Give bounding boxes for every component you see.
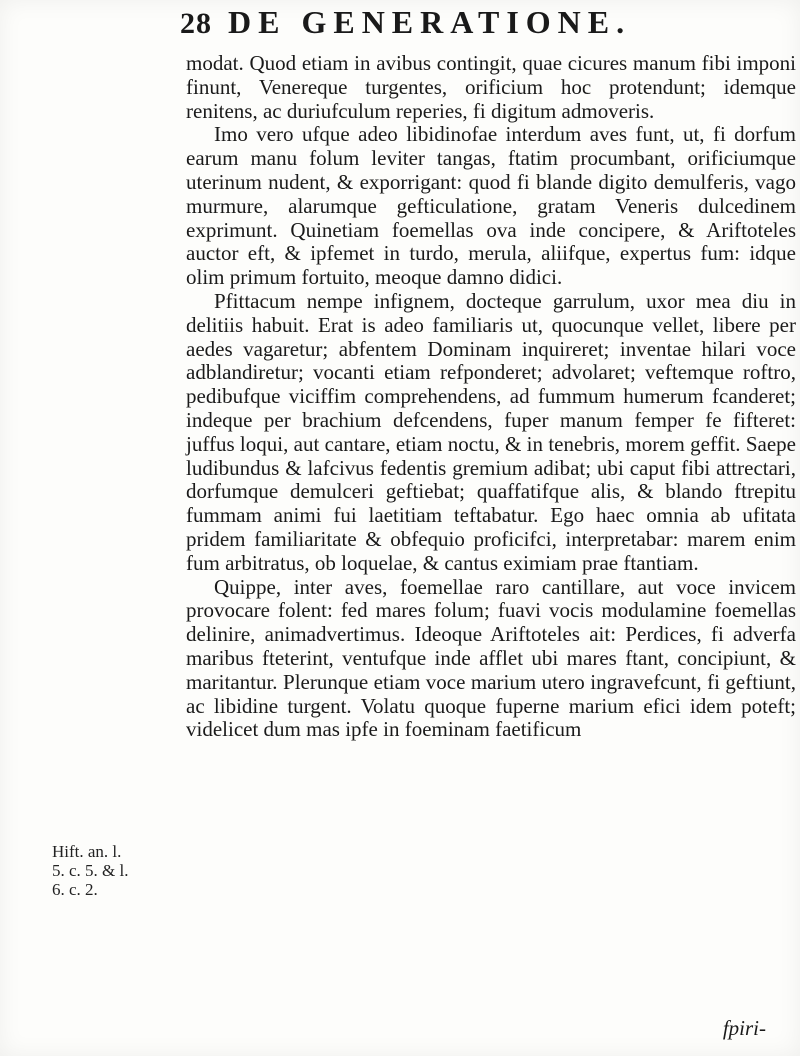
catchword: fpiri- xyxy=(722,1016,766,1040)
main-text xyxy=(186,52,796,742)
paragraph-2: Imo vero ufque adeo libidinofae interdum aves funt, ut, fi dorfum earum manu folum leviter tangas, ftatim procumbant, orificiumque uterinum nudent, & exporrigant: quod fi blande digito demulferis, vago murmure, alarumque gefticulatione, gratam Veneris dulcedinem exprimunt. Quinetiam foemellas ova inde concipere, & Ariftoteles auctor eft, & ipfemet in turdo, merula, aliifque, expertus fum: idque olim primum fortuito, meoque damno didici. xyxy=(186,122,796,290)
paragraph-3: Pfittacum nempe infignem, docteque garrulum, uxor mea diu in delitiis habuit. Erat is adeo familiaris ut, quocunque vellet, libere per aedes vagaretur; abfentem Dominam inquireret; inventae hilari voce adblandiretur; vocanti etiam refponderet; advolaret; veftemque roftro, pedibufque viciffim comprehendens, ad fummum humerum fcanderet; indeque per brachium defcendens, fuper manum femper fe fifteret: juffus loqui, aut cantare, etiam noctu, & in tenebris, morem geffit. Saepe ludibundus & lafcivus fedentis gremium adibat; ubi caput fibi attrectari, dorfumque demulceri geftiebat; quaffatifque alis, & blando ftrepitu fummam animi fui laetitiam teftabatur. Ego haec omnia ab ufitata pridem familiaritate & obfequio proficifci, interpretabar: marem enim fum arbitratus, ob loquelae, & cantus eximiam prae ftantiam. xyxy=(186,288,796,575)
page-number: 28 xyxy=(180,7,212,40)
running-head: DE GENERATIONE. xyxy=(228,4,632,40)
margin-reference: Hift. an. l. 5. c. 5. & l. 6. c. 2. xyxy=(52,842,129,899)
paragraph-4: Quippe, inter aves, foemellae raro cantillare, aut voce invicem provocare folent: fed mares folum; fuavi vocis modulamine foemellas delinire, animadvertimus. Ideoque Ariftoteles ait: Perdices, fi adverfa maribus fteterint, ventufque inde afflet ubi mares ftant, concipiunt, & maritantur. Plerunque etiam voce marium utero ingravefcunt, fi geftiunt, ac libidine turgent. Volatu quoque fuperne marium efici idem poteft; videlicet dum mas ipfe in foeminam faetificum xyxy=(186,574,796,742)
page-header xyxy=(180,4,780,52)
paragraph-1: modat. Quod etiam in avibus contingit, quae cicures manum fibi imponi finunt, Venereque turgentes, orificium hoc protendunt; idemque renitens, ac duriufculum reperies, fi digitum admoveris. xyxy=(186,51,796,123)
